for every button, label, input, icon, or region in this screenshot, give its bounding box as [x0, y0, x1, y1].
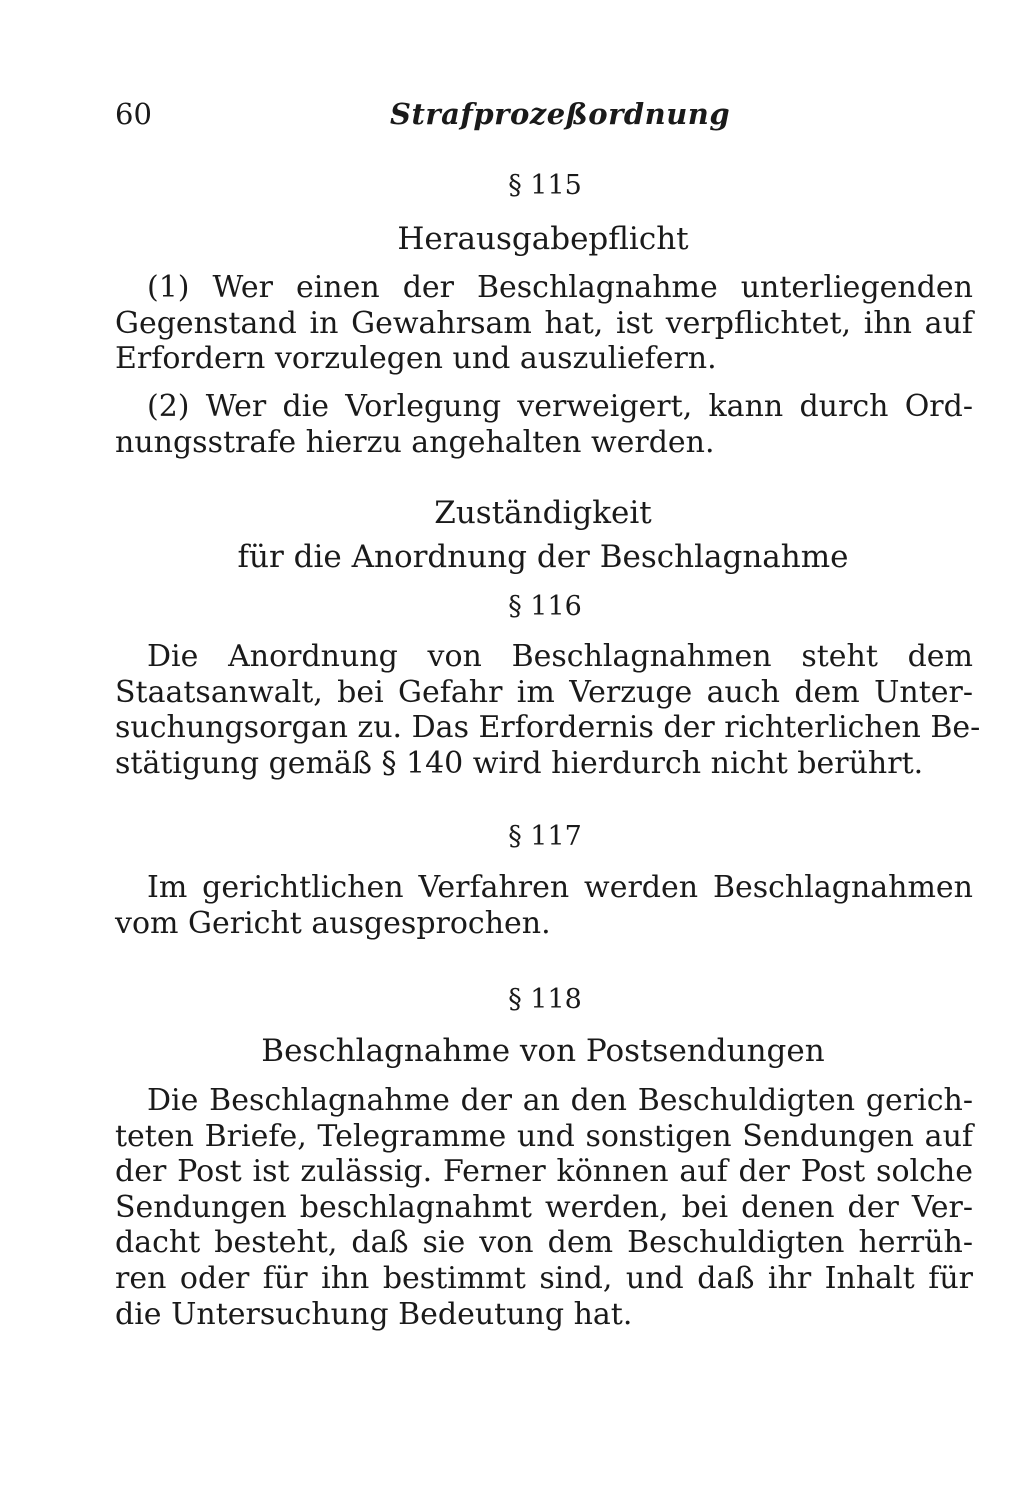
- running-title: Strafprozeßordnung: [390, 97, 731, 131]
- text-line: dacht besteht, daß sie von dem Beschuldigten herrüh-: [115, 1225, 973, 1261]
- text-line: Erfordern vorzulegen und auszuliefern.: [115, 341, 717, 377]
- section-116-title-line-2: für die Anordnung der Beschlagnahme: [237, 539, 849, 575]
- text-line: Gegenstand in Gewahrsam hat, ist verpflichtet, ihn auf: [115, 305, 973, 341]
- text-line: Im gerichtlichen Verfahren werden Beschlagnahmen: [147, 870, 973, 905]
- text-line: stätigung gemäß § 140 wird hierdurch nicht berührt.: [115, 745, 924, 781]
- section-118-paragraph: [115, 1083, 973, 1332]
- section-116-title-line-1: Zuständigkeit: [434, 495, 652, 531]
- page-number: 60: [115, 97, 152, 131]
- text-line: Die Beschlagnahme der an den Beschuldigten gerich-: [147, 1083, 973, 1118]
- section-116-paragraph: [115, 639, 981, 781]
- text-line: (1) Wer einen der Beschlagnahme unterliegenden: [147, 270, 973, 305]
- text-line: Staatsanwalt, bei Gefahr im Verzuge auch dem Unter-: [115, 674, 973, 710]
- section-118-number: § 118: [508, 984, 582, 1015]
- text-line: (2) Wer die Vorlegung verweigert, kann durch Ord-: [147, 389, 973, 424]
- section-115-number: § 115: [508, 170, 582, 201]
- text-line: die Untersuchung Bedeutung hat.: [115, 1296, 633, 1332]
- section-118-title: Beschlagnahme von Postsendungen: [261, 1033, 825, 1069]
- text-line: Sendungen beschlagnahmt werden, bei denen der Ver-: [115, 1189, 973, 1225]
- text-line: ren oder für ihn bestimmt sind, und daß ihr Inhalt für: [115, 1260, 973, 1296]
- section-116-number: § 116: [508, 591, 582, 622]
- text-line: Die Anordnung von Beschlagnahmen steht dem: [147, 639, 973, 674]
- text-line: suchungsorgan zu. Das Erfordernis der richterlichen Be-: [115, 710, 981, 746]
- text-line: teten Briefe, Telegramme und sonstigen Sendungen auf: [115, 1118, 973, 1154]
- section-115-paragraph-1: [115, 270, 973, 377]
- text-line: vom Gericht ausgesprochen.: [115, 905, 551, 941]
- text-line: der Post ist zulässig. Ferner können auf der Post solche: [115, 1154, 973, 1190]
- section-117-number: § 117: [508, 821, 582, 852]
- section-117-paragraph: [115, 870, 973, 941]
- section-115-title: Herausgabepflicht: [397, 221, 689, 257]
- text-line: nungsstrafe hierzu angehalten werden.: [115, 424, 715, 460]
- section-115-paragraph-2: [115, 389, 973, 460]
